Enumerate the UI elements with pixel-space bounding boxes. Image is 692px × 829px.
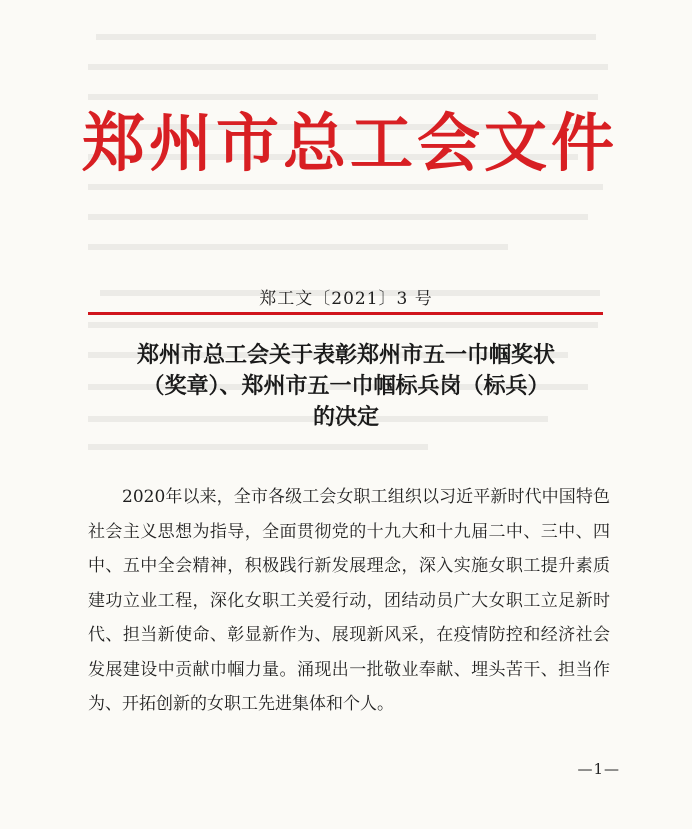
decision-title-line-1: 郑州市总工会关于表彰郑州市五一巾帼奖状 <box>136 343 555 368</box>
red-separator-line <box>88 312 603 315</box>
decision-title-line-3: 的决定 <box>312 405 379 430</box>
issuing-authority-header: 郑州市总工会文件 <box>82 107 618 180</box>
page-number: —1— <box>577 760 620 778</box>
body-paragraph: 2020年以来，全市各级工会女职工组织以习近平新时代中国特色社会主义思想为指导，全面贯彻党的十九大和十九届二中、三中、四中、五中全会精神，积极践行新发展理念，深入实施女职工提升素质建功立业工程，深化女职工关爱行动，团结动员广大女职工立足新时代、担当新使命、彰显新作为、展现新风采，在疫情防控和经济社会发展建设中贡献巾帼力量。涌现出一批敬业奉献、埋头苦干、担当作为、开拓创新的女职工先进集体和个人。 <box>88 487 610 714</box>
decision-title <box>60 340 632 433</box>
document-number: 郑工文〔2021〕3 号 <box>259 289 433 309</box>
decision-title-line-2: （奖章）、郑州市五一巾帼标兵岗（标兵） <box>142 374 550 399</box>
